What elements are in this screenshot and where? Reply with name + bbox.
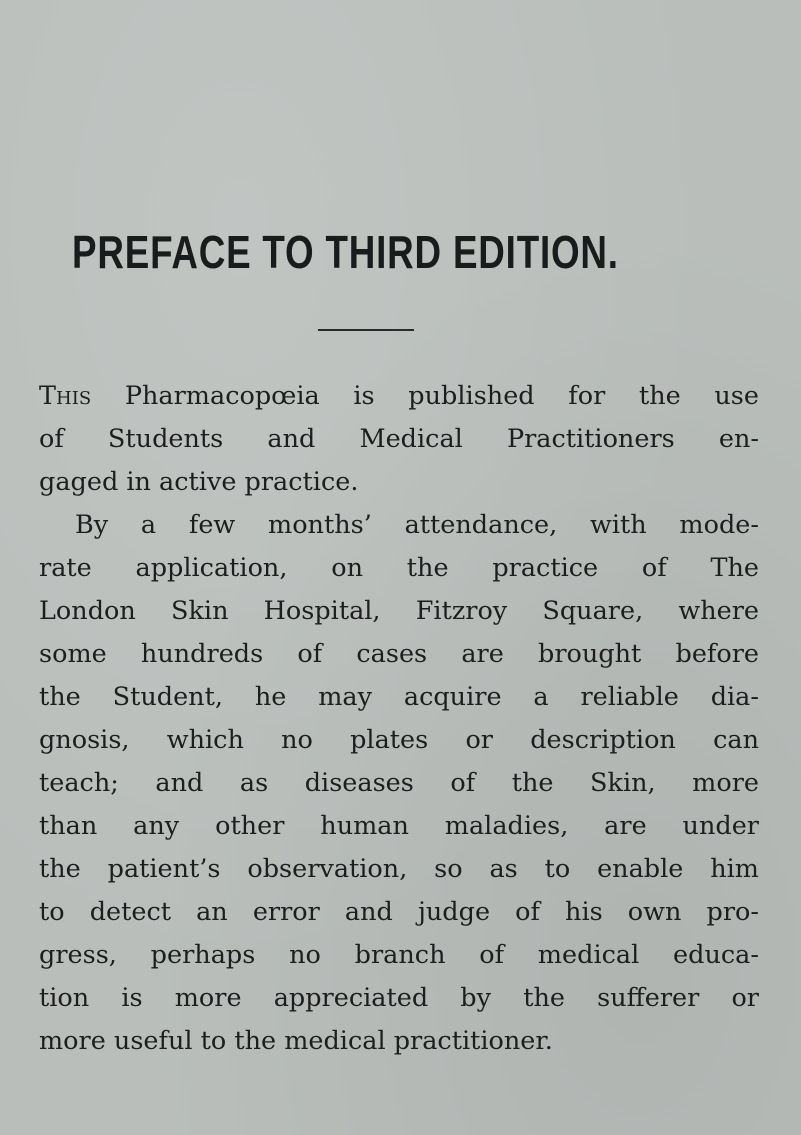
text-line: some hundreds of cases are brought before [39,639,759,669]
text-line: tion is more appreciated by the sufferer or [39,983,759,1013]
text-line: gaged in active practice. [39,467,359,497]
text-line: rate application, on the practice of The [39,553,759,583]
text-line: London Skin Hospital, Fitzroy Square, where [39,596,759,626]
paragraph-1-line-1 [39,375,759,418]
preface-body [39,375,759,1063]
text-line: gnosis, which no plates or description can [39,725,759,755]
text-line: Pharmacopœia is published for the use [91,381,759,411]
text-line: By a few months’ attendance, with mode- [75,510,759,540]
text-line: the patient’s observation, so as to enable him [39,854,759,884]
page-title: PREFACE TO THIRD EDITION. [72,226,619,278]
text-line: gress, perhaps no branch of medical educa- [39,940,759,970]
lead-word: This [39,381,92,411]
text-line: than any other human maladies, are under [39,811,759,841]
text-line: more useful to the medical practitioner. [39,1026,553,1056]
text-line: of Students and Medical Practitioners en- [39,424,759,454]
text-line: teach; and as diseases of the Skin, more [39,768,759,798]
text-line: the Student, he may acquire a reliable dia- [39,682,759,712]
text-line: to detect an error and judge of his own pro- [39,897,759,927]
title-divider [318,329,414,331]
